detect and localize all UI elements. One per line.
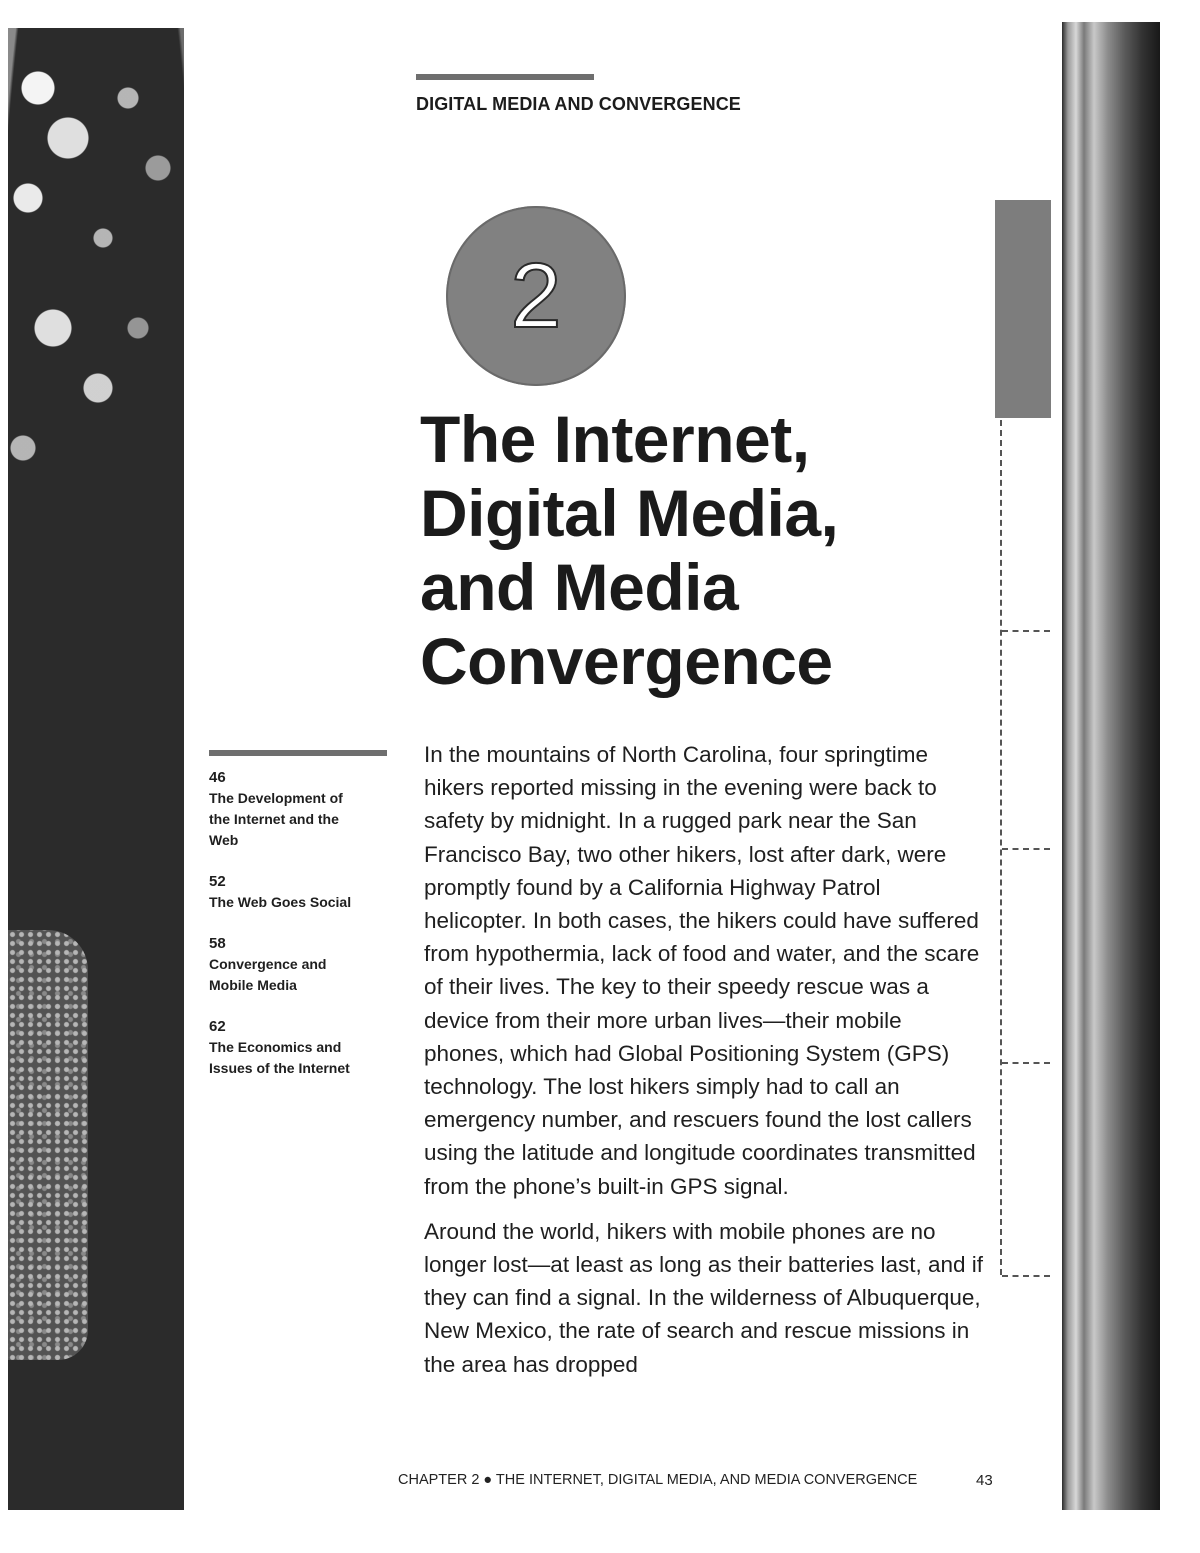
contents-label: The Development of the Internet and the Web bbox=[209, 790, 343, 848]
chapter-tab-dash bbox=[1002, 1062, 1050, 1064]
contents-label: The Economics and Issues of the Internet bbox=[209, 1039, 350, 1076]
chapter-contents bbox=[209, 768, 389, 1100]
running-head: CHAPTER 2 ● THE INTERNET, DIGITAL MEDIA, AND MEDIA CONVERGENCE bbox=[398, 1472, 918, 1488]
header-rule bbox=[416, 74, 594, 80]
contents-item bbox=[209, 872, 389, 913]
body-paragraph: Around the world, hikers with mobile phones are no longer lost—at least as long as their batteries last, and if they can find a signal. In the wilderness of Albuquerque, New Mexico, the rate of search and rescue missions in the area has dropped bbox=[424, 1218, 984, 1377]
body-paragraph: In the mountains of North Carolina, four springtime hikers reported missing in the evening were back to safety by midnight. In a rugged park near the San Francisco Bay, two other hikers, lost after dark, were promptly found by a California Highway Patrol helicopter. In both cases, the hikers could have suffered from hypothermia, lack of food and water, and the scare of their lives. The key to their speedy rescue was a device from their more urban lives—their mobile phones, which had Global Positioning System (GPS) technology. The lost hikers simply had to call an emergency number, and rescuers found the lost callers using the latitude and longitude coordinates transmitted from the phone’s built-in GPS signal. bbox=[424, 742, 980, 1199]
chapter-tab-dash bbox=[1002, 1275, 1050, 1277]
contents-item bbox=[209, 1017, 389, 1079]
page-edge bbox=[1062, 22, 1160, 1510]
contents-page-number: 52 bbox=[209, 873, 226, 890]
contents-label: Convergence and Mobile Media bbox=[209, 956, 327, 993]
contents-page-number: 46 bbox=[209, 769, 226, 786]
contents-page-number: 62 bbox=[209, 1018, 226, 1035]
chapter-title-line: Digital Media, bbox=[420, 476, 839, 550]
chapter-tab-dash bbox=[1002, 848, 1050, 850]
chapter-number: 2 bbox=[510, 244, 562, 347]
floral-fabric bbox=[8, 930, 88, 1360]
contents-item bbox=[209, 768, 389, 851]
body-text bbox=[424, 738, 984, 1381]
chapter-title bbox=[420, 402, 940, 698]
contents-page-number: 58 bbox=[209, 935, 226, 952]
page-number: 43 bbox=[976, 1472, 993, 1489]
contents-label: The Web Goes Social bbox=[209, 894, 352, 910]
running-footer bbox=[398, 1472, 998, 1488]
chapter-tab bbox=[995, 200, 1051, 418]
section-label: DIGITAL MEDIA AND CONVERGENCE bbox=[416, 94, 741, 114]
chapter-title-line: and Media bbox=[420, 550, 739, 624]
chapter-title-line: The Internet, bbox=[420, 402, 810, 476]
chapter-title-line: Convergence bbox=[420, 624, 833, 698]
contents-rule bbox=[209, 750, 387, 756]
chapter-tab-dash bbox=[1002, 630, 1050, 632]
contents-item bbox=[209, 934, 389, 996]
